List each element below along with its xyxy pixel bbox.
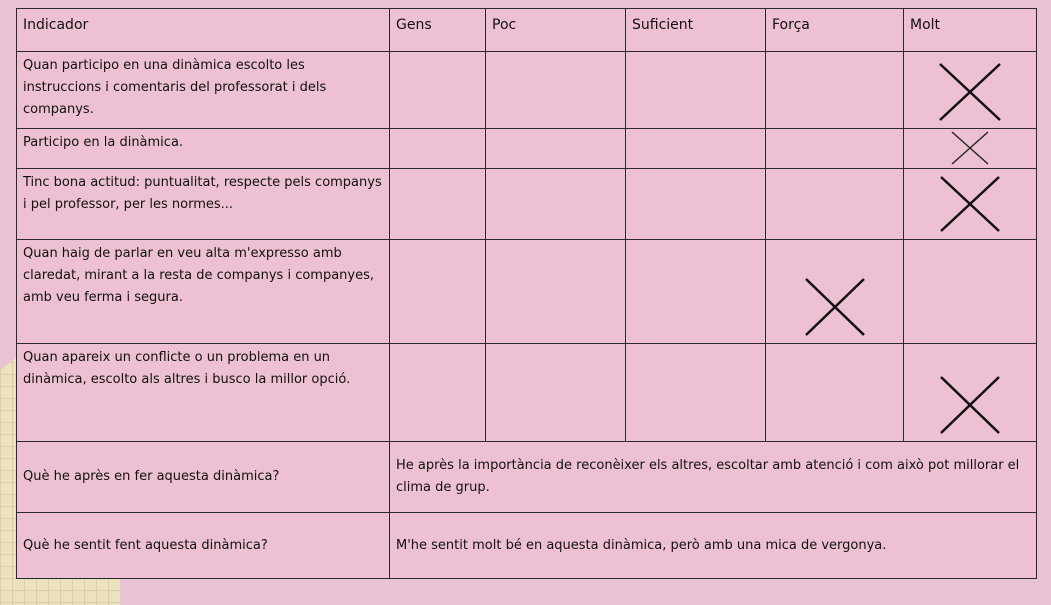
cell-molt — [904, 169, 1037, 240]
cell-forca — [766, 240, 904, 344]
self-assessment-table — [16, 8, 1037, 579]
cell-poc — [486, 240, 626, 344]
table-row — [17, 129, 1037, 169]
cell-forca — [766, 129, 904, 169]
table-row — [17, 169, 1037, 240]
cell-suficient — [626, 129, 766, 169]
cell-gens — [390, 240, 486, 344]
x-mark-icon — [938, 62, 1002, 122]
cell-forca — [766, 169, 904, 240]
header-molt: Molt — [904, 9, 1037, 52]
cell-poc — [486, 344, 626, 442]
header-forca: Força — [766, 9, 904, 52]
header-gens: Gens — [390, 9, 486, 52]
cell-poc — [486, 52, 626, 129]
table-row — [17, 240, 1037, 344]
cell-poc — [486, 169, 626, 240]
cell-gens — [390, 129, 486, 169]
cell-molt — [904, 52, 1037, 129]
indicator-cell: Participo en la dinàmica. — [17, 129, 390, 169]
cell-suficient — [626, 344, 766, 442]
cell-forca — [766, 52, 904, 129]
header-row — [17, 9, 1037, 52]
table-row — [17, 52, 1037, 129]
cell-molt — [904, 129, 1037, 169]
reflection-answer: He après la importància de reconèixer els altres, escoltar amb atenció i com això pot millorar el clima de grup. — [390, 442, 1037, 513]
header-indicador: Indicador — [17, 9, 390, 52]
x-mark-icon — [939, 175, 1001, 233]
reflection-row — [17, 442, 1037, 513]
cell-gens — [390, 52, 486, 129]
reflection-answer: M'he sentit molt bé en aquesta dinàmica, però amb una mica de vergonya. — [390, 513, 1037, 579]
x-mark-icon — [950, 130, 990, 166]
indicator-cell: Quan haig de parlar en veu alta m'expresso amb claredat, mirant a la resta de companys i companyes, amb veu ferma i segura. — [17, 240, 390, 344]
table-row — [17, 344, 1037, 442]
cell-molt — [904, 344, 1037, 442]
indicator-cell: Tinc bona actitud: puntualitat, respecte pels companys i pel professor, per les normes... — [17, 169, 390, 240]
indicator-cell: Quan apareix un conflicte o un problema en un dinàmica, escolto als altres i busco la millor opció. — [17, 344, 390, 442]
header-suficient: Suficient — [626, 9, 766, 52]
x-mark-icon — [939, 375, 1001, 435]
cell-molt — [904, 240, 1037, 344]
header-poc: Poc — [486, 9, 626, 52]
reflection-row — [17, 513, 1037, 579]
cell-gens — [390, 344, 486, 442]
cell-gens — [390, 169, 486, 240]
cell-poc — [486, 129, 626, 169]
cell-suficient — [626, 240, 766, 344]
reflection-question: Què he après en fer aquesta dinàmica? — [17, 442, 390, 513]
x-mark-icon — [804, 277, 866, 337]
cell-suficient — [626, 169, 766, 240]
reflection-question: Què he sentit fent aquesta dinàmica? — [17, 513, 390, 579]
cell-suficient — [626, 52, 766, 129]
indicator-cell: Quan participo en una dinàmica escolto les instruccions i comentaris del professorat i dels companys. — [17, 52, 390, 129]
cell-forca — [766, 344, 904, 442]
